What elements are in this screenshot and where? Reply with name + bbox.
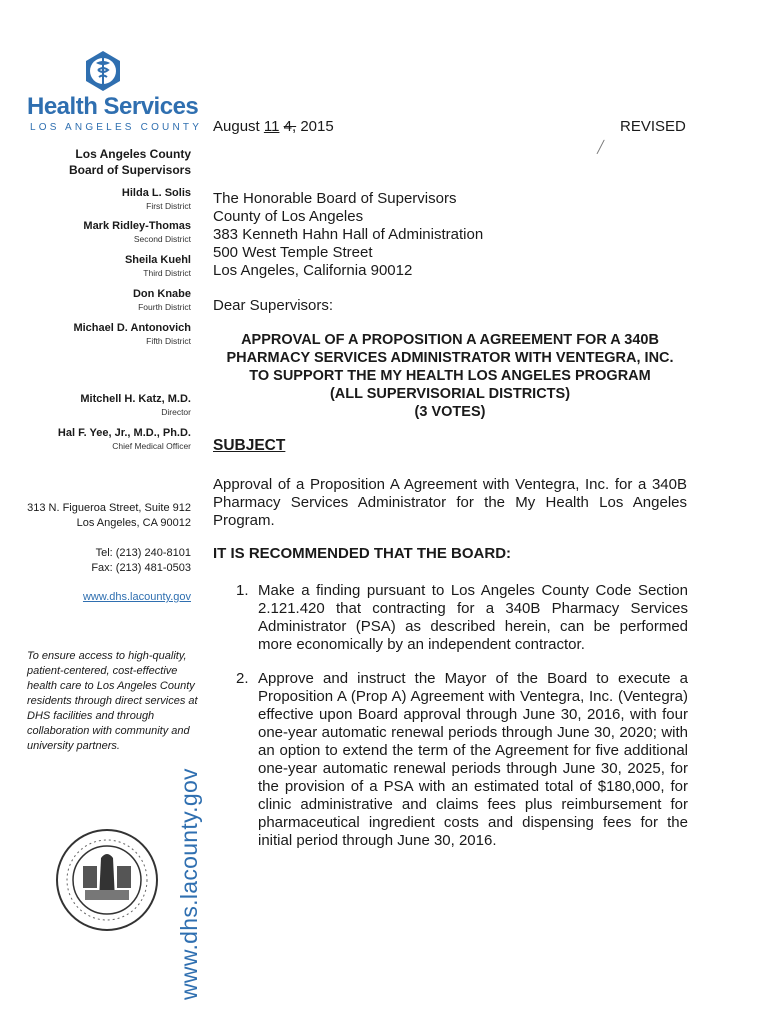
title-line: APPROVAL OF A PROPOSITION A AGREEMENT FOR A 340B — [241, 332, 659, 348]
address-line: Los Angeles, California 90012 — [213, 262, 413, 279]
date-struck-day: 4, — [283, 118, 297, 135]
telephone: Tel: (213) 240-8101 — [95, 547, 191, 559]
title-line: PHARMACY SERVICES ADMINISTRATOR WITH VENTEGRA, INC. — [226, 350, 674, 366]
recommendation-item — [236, 670, 688, 850]
title-line: TO SUPPORT THE MY HEALTH LOS ANGELES PROGRAM — [249, 368, 651, 384]
salutation: Dear Supervisors: — [213, 297, 334, 314]
board-name-line2: Board of Supervisors — [68, 163, 191, 177]
recipient-address — [213, 190, 483, 280]
county-seal-icon — [55, 828, 159, 932]
website-link[interactable]: www.dhs.lacounty.gov — [82, 591, 191, 603]
supervisor-name: Don Knabe — [132, 288, 191, 300]
board-name-line1: Los Angeles County — [75, 147, 191, 161]
recommendations-heading: IT IS RECOMMENDED THAT THE BOARD: — [213, 545, 512, 562]
address-line: 500 West Temple Street — [213, 244, 373, 261]
supervisor-name: Sheila Kuehl — [124, 254, 191, 266]
date-inserted-day: 11 — [263, 118, 280, 135]
revised-label: REVISED — [620, 118, 686, 135]
subject-heading: SUBJECT — [213, 437, 286, 454]
supervisor-district: First District — [146, 201, 191, 211]
date-year: 2015 — [300, 118, 334, 135]
recommendation-number: 2. — [236, 670, 249, 687]
street-address: 313 N. Figueroa Street, Suite 912 — [27, 502, 191, 514]
director-name: Mitchell H. Katz, M.D. — [80, 393, 191, 405]
letter-title — [213, 331, 687, 421]
cmo-title: Chief Medical Officer — [112, 441, 191, 451]
fax: Fax: (213) 481-0503 — [91, 562, 191, 574]
recommendation-number: 1. — [236, 582, 249, 599]
supervisor-district: Third District — [143, 268, 191, 278]
recommendation-item — [236, 582, 688, 654]
supervisor-district: Fifth District — [146, 336, 191, 346]
brand-subtitle: LOS ANGELES COUNTY — [30, 122, 203, 133]
dhs-logo-icon — [82, 50, 124, 92]
address-line: County of Los Angeles — [213, 208, 364, 225]
supervisor-district: Fourth District — [138, 302, 191, 312]
supervisor-name: Michael D. Antonovich — [73, 322, 191, 334]
recommendation-text: Make a finding pursuant to Los Angeles County Code Section 2.121.420 that contracting for a 340B Pharmacy Services Administrator (PSA) as described herein, can be performed more economically by an independent contractor. — [258, 582, 688, 653]
pen-mark-icon: ╱ — [597, 140, 605, 154]
cmo-name: Hal F. Yee, Jr., M.D., Ph.D. — [57, 427, 191, 439]
date-month: August — [213, 118, 260, 135]
recommendation-text: Approve and instruct the Mayor of the Board to execute a Proposition A (Prop A) Agreement with Ventegra, Inc. (Ventegra) effective upon Board approval through June 30, 2016, with four one-year automatic renewal periods through June 30, 2020; with an option to extend the term of the Agreement for five additional one-year automatic renewal periods through June 30, 2025, for the provision of a PSA with an estimated total of $180,000, for clinic administrative and claims fees plus reimbursement for pharmaceutical ingredient costs and dispensing fees for the initial period through June 30, 2016. — [258, 670, 688, 849]
supervisor-name: Mark Ridley-Thomas — [83, 220, 191, 232]
vertical-website: www.dhs.lacounty.gov — [176, 768, 202, 1000]
mission-statement: To ensure access to high-quality, patient-centered, cost-effective health care to Los Angeles County residents through direct services at DHS facilities and through collaboration with community and university partners. — [27, 650, 198, 752]
title-line: (ALL SUPERVISORIAL DISTRICTS) — [329, 386, 571, 402]
subject-body: Approval of a Proposition A Agreement with Ventegra, Inc. for a 340B Pharmacy Services Administrator for the My Health Los Angeles Program. — [213, 476, 687, 529]
title-line: (3 VOTES) — [414, 404, 486, 420]
brand-title: Health Services — [27, 93, 199, 120]
letter-date — [213, 118, 334, 135]
supervisor-name: Hilda L. Solis — [121, 187, 191, 199]
supervisor-district: Second District — [133, 234, 191, 244]
address-line: The Honorable Board of Supervisors — [213, 190, 457, 207]
address-line: 383 Kenneth Hahn Hall of Administration — [213, 226, 484, 243]
city-address: Los Angeles, CA 90012 — [76, 517, 191, 529]
director-title: Director — [161, 407, 191, 417]
